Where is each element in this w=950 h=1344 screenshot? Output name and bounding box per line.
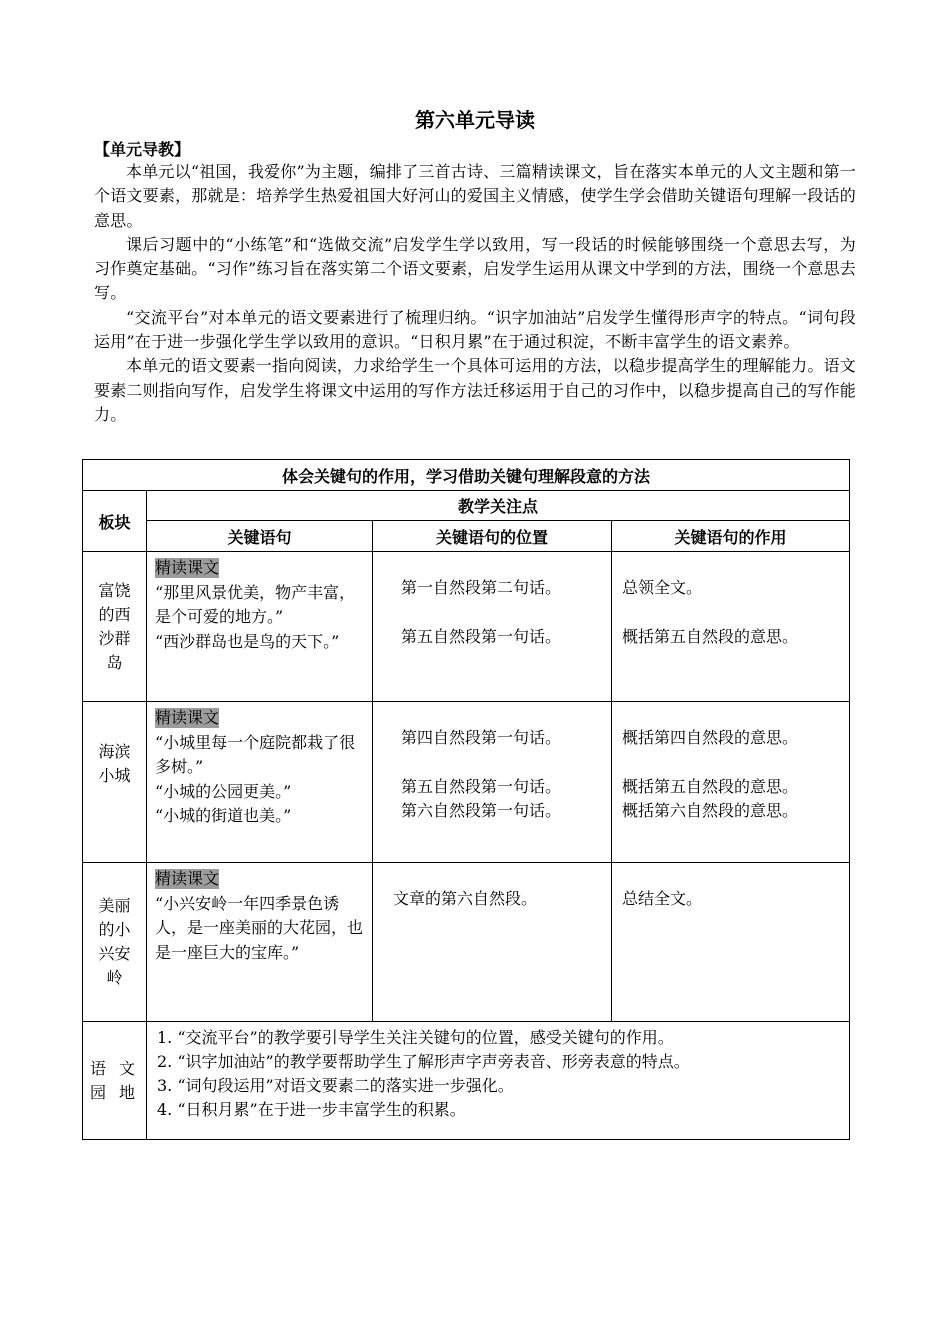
col-function-header: 关键语句的作用: [612, 521, 850, 552]
garden-item: 2. “识字加油站”的教学要帮助学生了解形声字声旁表音、形旁表意的特点。: [157, 1052, 690, 1071]
function-item: 概括第五自然段的意思。: [622, 626, 799, 646]
sentence-positions: [373, 702, 612, 863]
position-item: 第一自然段第二句话。: [401, 578, 562, 597]
block-name: 海滨小城: [83, 702, 147, 863]
function-item: 概括第五自然段的意思。: [622, 776, 799, 796]
garden-item: 1. “交流平台”的教学要引导学生关注关键句的位置，感受关键句的作用。: [157, 1028, 674, 1047]
sentence-positions: [373, 552, 612, 702]
table-row: [83, 863, 850, 1022]
position-item: 第六自然段第一句话。: [401, 801, 562, 820]
block-header: 板块: [83, 491, 147, 552]
key-sentence: “小城的街道也美。”: [155, 806, 292, 825]
table-row: [83, 552, 850, 702]
text-type-tag: 精读课文: [155, 708, 220, 727]
function-item: 总领全文。: [622, 578, 703, 597]
key-sentence: “小兴安岭一年四季景色诱人，是一座美丽的大花园，也是一座巨大的宝库。”: [155, 893, 364, 962]
key-sentences: [147, 702, 373, 863]
sentence-functions: [612, 863, 850, 1022]
garden-list: [147, 1022, 850, 1140]
focus-table: [82, 459, 850, 1140]
function-item: 概括第六自然段的意思。: [622, 801, 799, 820]
function-item: 总结全文。: [622, 889, 703, 908]
key-sentence: “小城的公园更美。”: [155, 781, 292, 801]
block-name: 富饶的西沙群岛: [83, 552, 147, 702]
garden-item: 3. “词句段运用”对语文要素二的落实进一步强化。: [157, 1076, 514, 1095]
intro-paragraph: 本单元的语文要素一指向阅读，力求给学生一个具体可运用的方法，以稳步提高学生的理解能力。语文要素二则指向写作，启发学生将课文中运用的写作方法迁移运用于自己的习作中，以稳步提高自己的写作能力。: [94, 356, 856, 424]
table-caption: 体会关键句的作用，学习借助关键句理解段意的方法: [83, 460, 850, 491]
sentence-functions: [612, 552, 850, 702]
key-sentence: “西沙群岛也是鸟的天下。”: [155, 631, 340, 651]
garden-item: 4. “日积月累”在于进一步丰富学生的积累。: [157, 1100, 466, 1119]
position-item: 第四自然段第一句话。: [401, 728, 562, 747]
key-sentences: [147, 863, 373, 1022]
page-title: 第六单元导读: [415, 108, 535, 132]
focus-header: 教学关注点: [147, 491, 850, 521]
table-row: [83, 702, 850, 863]
key-sentence: “那里风景优美，物产丰富，是个可爱的地方。”: [155, 582, 356, 626]
intro-paragraph: “交流平台”对本单元的语文要素进行了梳理归纳。“识字加油站”启发学生懂得形声字的特点。“词句段运用”在于进一步强化学生学以致用的意识。“日积月累”在于通过积淀，不断丰富学生的语文素养。: [94, 307, 856, 352]
position-item: 第五自然段第一句话。: [401, 626, 562, 646]
key-sentences: [147, 552, 373, 702]
block-name: 美丽的小兴安岭: [83, 863, 147, 1022]
col-position-header: 关键语句的位置: [373, 521, 612, 552]
function-item: 概括第四自然段的意思。: [622, 728, 799, 747]
position-item: 文章的第六自然段。: [393, 889, 538, 908]
key-sentence: “小城里每一个庭院都栽了很多树。”: [155, 732, 356, 776]
section-heading: 【单元导教】: [94, 140, 191, 159]
text-type-tag: 精读课文: [155, 869, 220, 888]
col-sentence-header: 关键语句: [147, 521, 373, 552]
position-item: 第五自然段第一句话。: [401, 776, 562, 796]
intro-paragraph: 本单元以“祖国，我爱你”为主题，编排了三首古诗、三篇精读课文，旨在落实本单元的人文主题和第一个语文要素，那就是：培养学生热爱祖国大好河山的爱国主义情感，使学生学会借助关键语句理解一段话的意思。: [94, 162, 856, 230]
text-type-tag: 精读课文: [155, 558, 220, 577]
intro-text: [94, 160, 856, 427]
intro-paragraph: 课后习题中的“小练笔”和“选做交流”启发学生学以致用，写一段话的时候能够围绕一个意思去写，为习作奠定基础。“习作”练习旨在落实第二个语文要素，启发学生运用从课文中学到的方法，围绕一个意思去写。: [94, 234, 856, 303]
table-row: [83, 1022, 850, 1140]
garden-label: 语 文 园 地: [83, 1022, 147, 1140]
sentence-functions: [612, 702, 850, 863]
sentence-positions: [373, 863, 612, 1022]
